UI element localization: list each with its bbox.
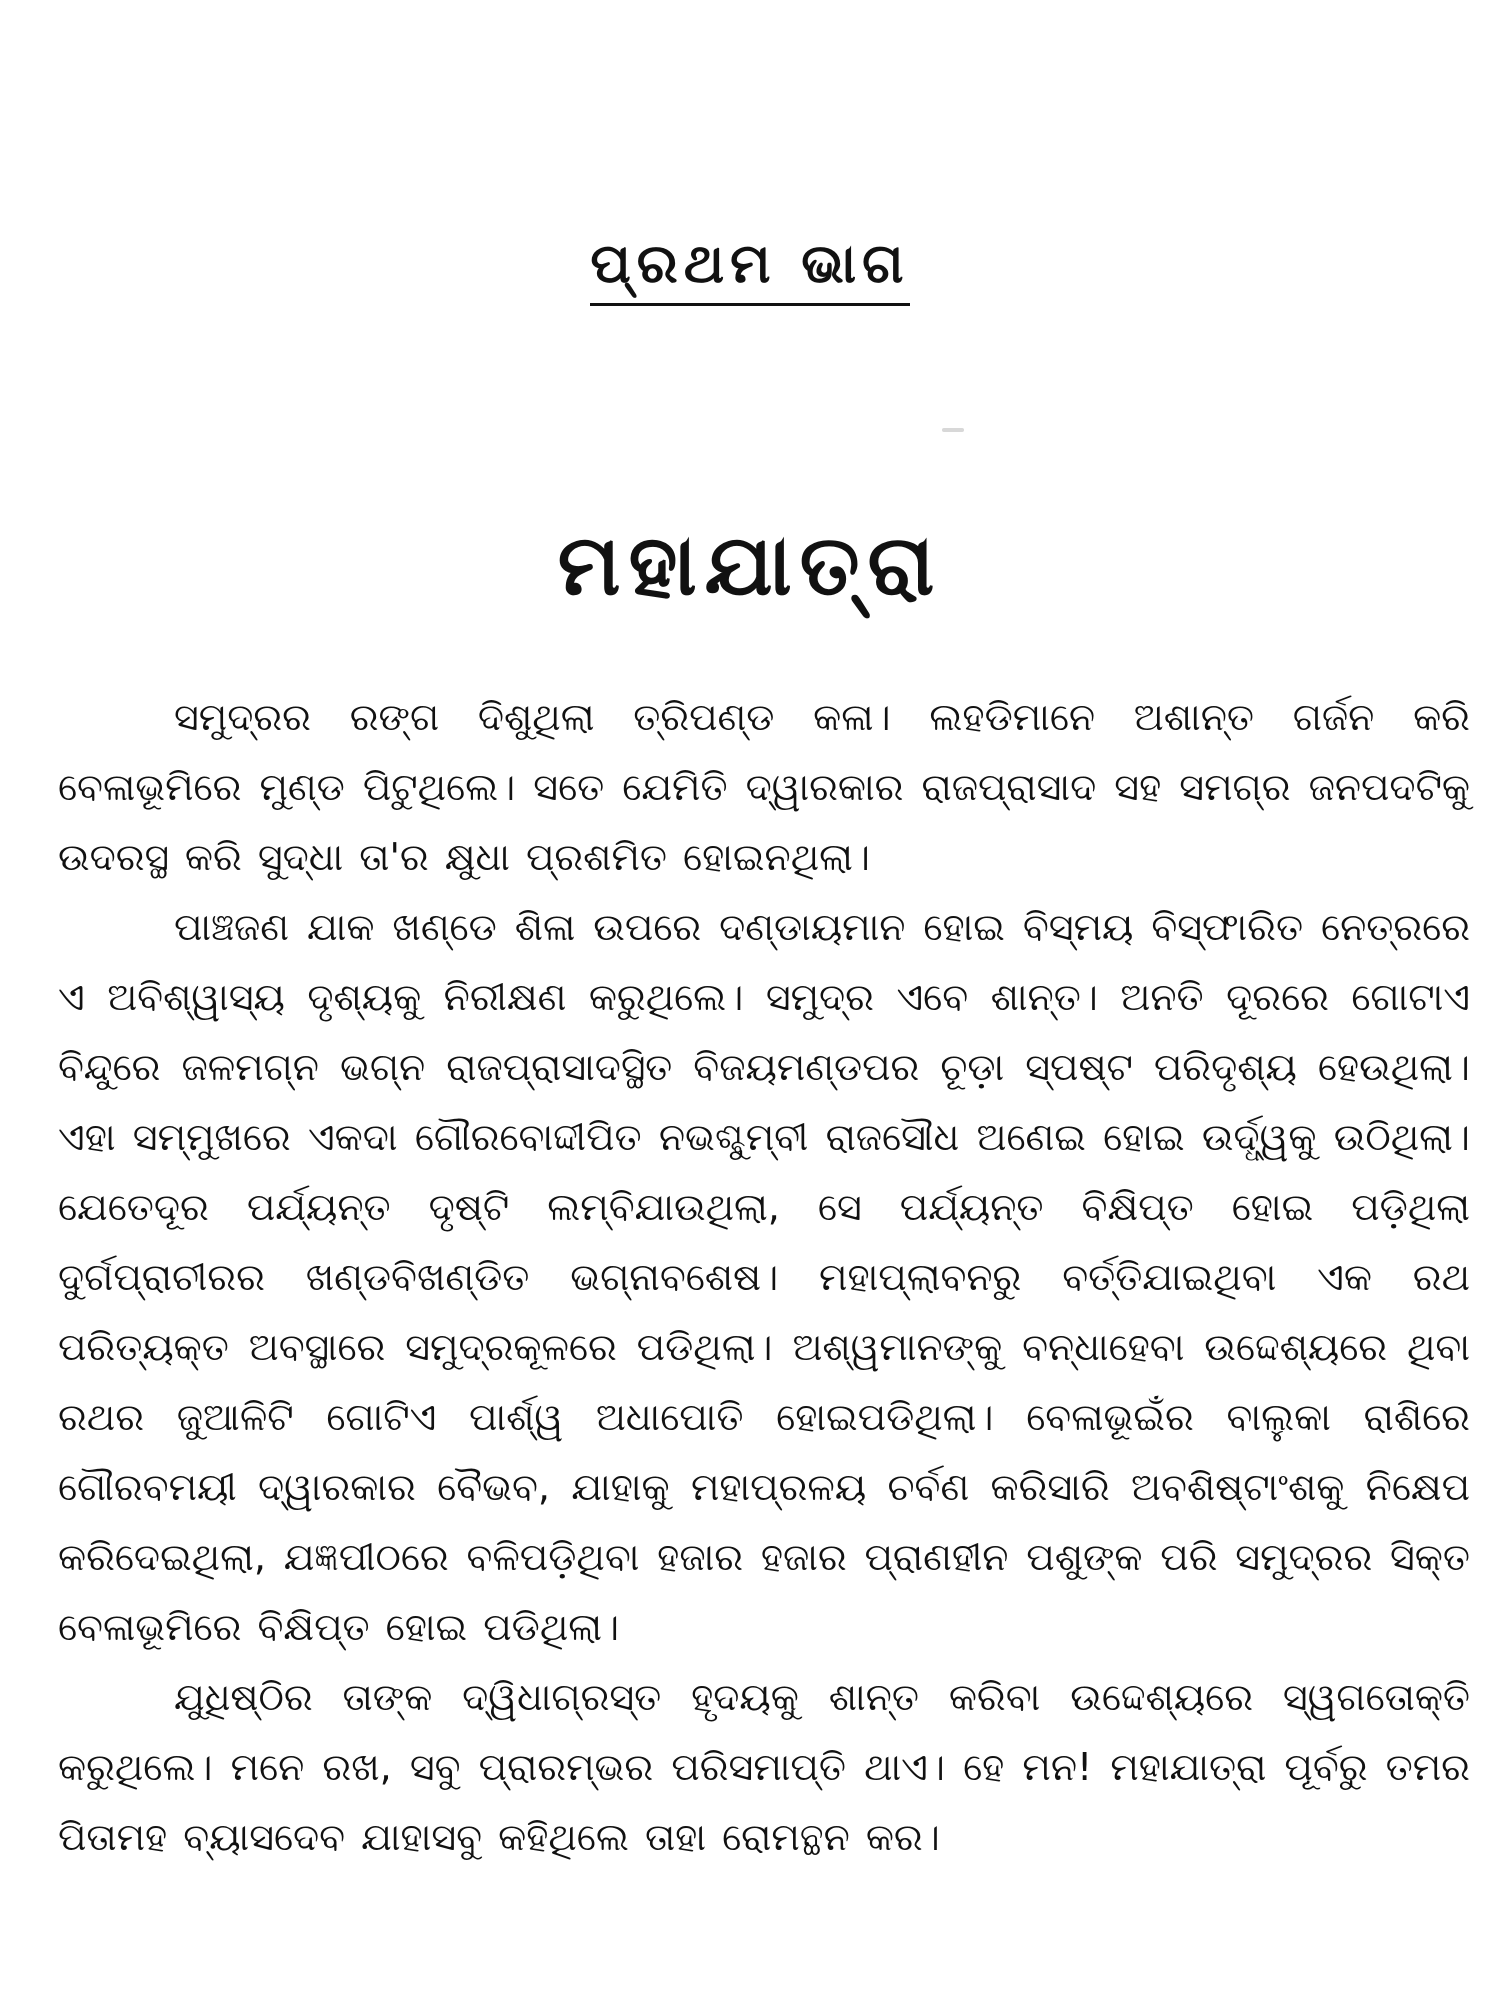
paragraph-1: ସମୁଦ୍ରର ରଙ୍ଗ ଦିଶୁଥିଲା ତ୍ରିପଣ୍ଡ କଳା। ଲହଡିମାନେ ଅଶାନ୍ତ ଗର୍ଜନ କରି ବେଳାଭୂମିରେ ମୁଣ୍ଡ ପିଟୁଥିଲେ। ସତେ ଯେମିତି ଦ୍ୱାରକାର ରାଜପ୍ରାସାଦ ସହ ସମଗ୍ର ଜନପଦଟିକୁ ଉଦରସ୍ଥ କରି ସୁଦ୍ଧା ତା'ର କ୍ଷୁଧା ପ୍ରଶମିତ ହୋଇନଥିଲା।	[58, 695, 1470, 879]
chapter-title: ମହାଯାତ୍ରା	[557, 516, 943, 614]
paragraph-2: ପାଞ୍ଚଜଣ ଯାକ ଖଣ୍ଡେ ଶିଳା ଉପରେ ଦଣ୍ଡାୟମାନ ହୋଇ ବିସ୍ମୟ ବିସ୍ଫାରିତ ନେତ୍ରରେ ଏ ଅବିଶ୍ୱାସ୍ୟ ଦୃଶ୍ୟକୁ ନିରୀକ୍ଷଣ କରୁଥିଲେ। ସମୁଦ୍ର ଏବେ ଶାନ୍ତ। ଅନତି ଦୂରରେ ଗୋଟାଏ ବିନ୍ଦୁରେ ଜଳମଗ୍ନ ଭଗ୍ନ ରାଜପ୍ରାସାଦସ୍ଥିତ ବିଜୟମଣ୍ଡପର ଚୂଡ଼ା ସ୍ପଷ୍ଟ ପରିଦୃଶ୍ୟ ହେଉଥିଲା। ଏହା ସମ୍ମୁଖରେ ଏକଦା ଗୌରବୋଦ୍ଦୀପିତ ନଭଶ୍ଚୁମ୍ବୀ ରାଜସୌଧ ଅଣେଇ ହୋଇ ଉର୍ଦ୍ଧ୍ୱକୁ ଉଠିଥିଲା। ଯେତେଦୂର ପର୍ଯ୍ୟନ୍ତ ଦୃଷ୍ଟି ଲମ୍ବିଯାଉଥିଲା, ସେ ପର୍ଯ୍ୟନ୍ତ ବିକ୍ଷିପ୍ତ ହୋଇ ପଡ଼ିଥିଲା ଦୁର୍ଗପ୍ରାଚୀରର ଖଣ୍ଡବିଖଣ୍ଡିତ ଭଗ୍ନାବଶେଷ। ମହାପ୍ଲାବନରୁ ବର୍ତ୍ତିଯାଇଥିବା ଏକ ରଥ ପରିତ୍ୟକ୍ତ ଅବସ୍ଥାରେ ସମୁଦ୍ରକୂଳରେ ପଡିଥିଲା। ଅଶ୍ୱମାନଙ୍କୁ ବନ୍ଧାହେବା ଉଦ୍ଦେଶ୍ୟରେ ଥିବା ରଥର ଜୁଆଳିଟି ଗୋଟିଏ ପାର୍ଶ୍ୱ ଅଧାପୋତି ହୋଇପଡିଥିଲା। ବେଳାଭୂଇଁର ବାଲୁକା ରାଶିରେ ଗୌରବମୟୀ ଦ୍ୱାରକାର ବୈଭବ, ଯାହାକୁ ମହାପ୍ରଳୟ ଚର୍ବଣ କରିସାରି ଅବଶିଷ୍ଟାଂଶକୁ ନିକ୍ଷେପ କରିଦେଇଥିଲା, ଯଜ୍ଞପୀଠରେ ବଳିପଡ଼ିଥିବା ହଜାର ହଜାର ପ୍ରାଣହୀନ ପଶୁଙ୍କ ପରି ସମୁଦ୍ରର ସିକ୍ତ ବେଳାଭୂମିରେ ବିକ୍ଷିପ୍ତ ହୋଇ ପଡିଥିଲା।	[58, 905, 1470, 1649]
section-heading	[0, 232, 1500, 306]
paragraph-3: ଯୁଧିଷ୍ଠିର ତାଙ୍କ ଦ୍ୱିଧାଗ୍ରସ୍ତ ହୃଦୟକୁ ଶାନ୍ତ କରିବା ଉଦ୍ଦେଶ୍ୟରେ ସ୍ୱଗତୋକ୍ତି କରୁଥିଲେ। ମନେ ରଖ, ସବୁ ପ୍ରାରମ୍ଭର ପରିସମାପ୍ତି ଥାଏ। ହେ ମନ! ମହାଯାତ୍ରା ପୂର୍ବରୁ ତମର ପିତାମହ ବ୍ୟାସଦେବ ଯାହାସବୁ କହିଥିଲେ ତାହା ରୋମନ୍ଥନ କର।	[58, 1675, 1470, 1859]
section-heading-text: ପ୍ରଥମ ଭାଗ	[590, 232, 909, 306]
body-text	[58, 682, 1470, 1872]
page-speck	[942, 428, 964, 432]
